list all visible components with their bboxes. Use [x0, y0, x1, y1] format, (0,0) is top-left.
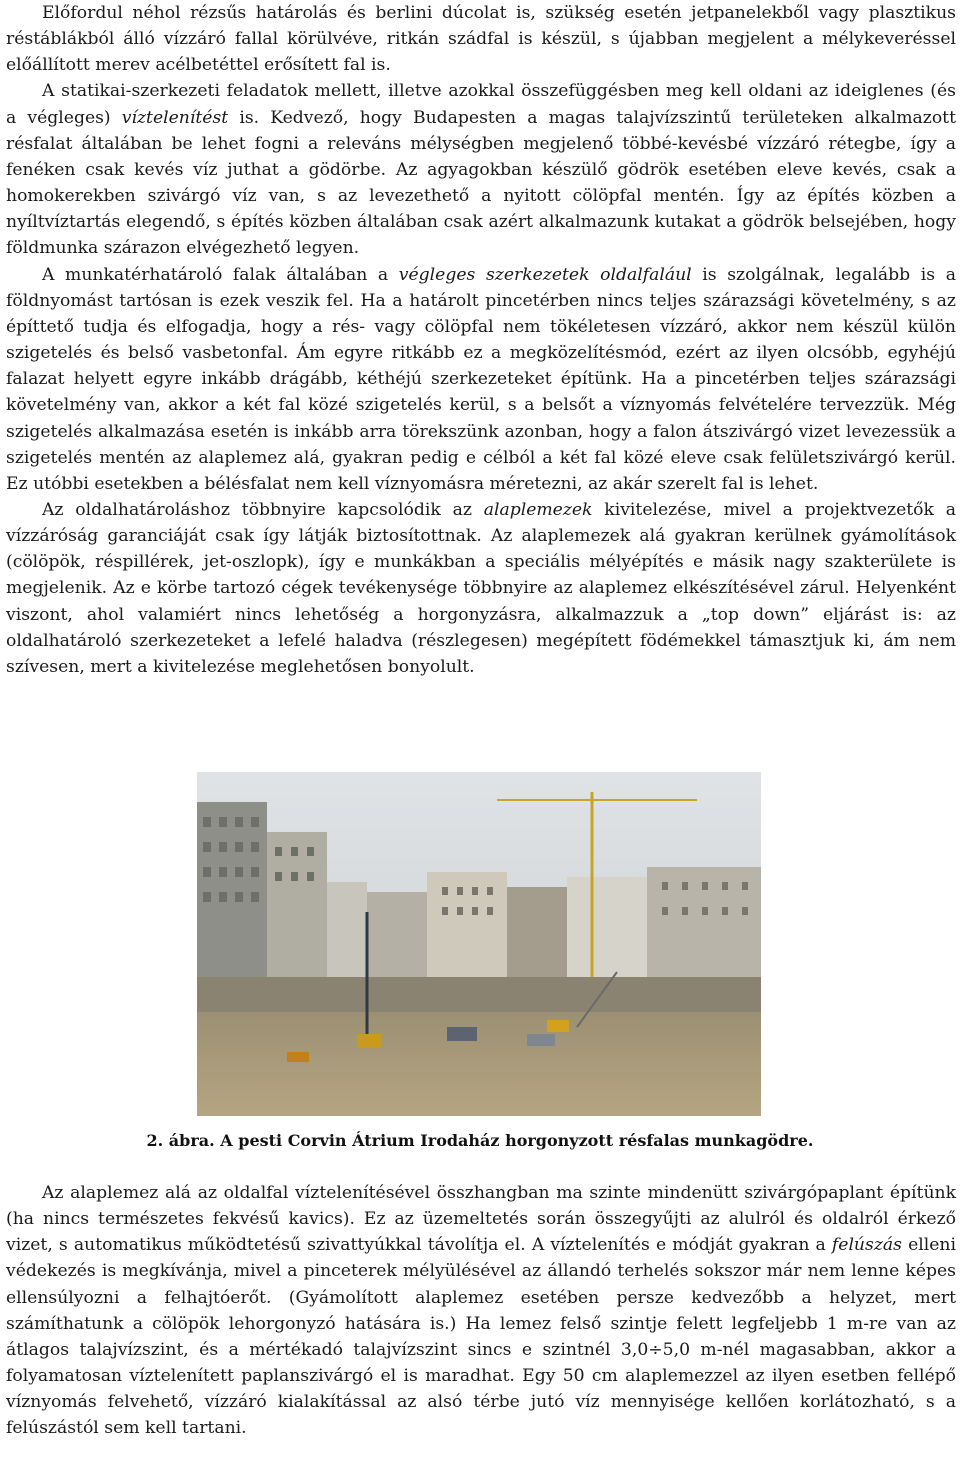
document-body-lower — [6, 1180, 956, 1442]
paragraph-1-text: Előfordul néhol rézsűs határolás és berlini dúcolat is, szükség esetén jetpanelekből vagy plasztikus réstáblákból álló vízzáró fallal körülvéve, ritkán szádfal is készül, s újabban megjelent a mélykeveréssel előállított merev acélbetéttel erősített fal is. — [6, 3, 956, 76]
paragraph-5 — [6, 1180, 956, 1442]
paragraph-5-text-a: Az alaplemez alá az oldalfal víztelenítésével összhangban ma szinte mindenütt szivárgópaplant építünk (ha nincs természetes fekvésű kavics). Ez az üzemeltetés során összegyűjti az alulról és oldalról érkező vizet, s automatikus működtetésű szivattyúkkal távolítja el. A víztelenítés e módját gyakran a — [6, 1183, 956, 1256]
document-body — [6, 0, 956, 680]
paragraph-2-text-a: A statikai-szerkezeti feladatok mellett, illetve azokkal összefüggésben meg kell oldani az ideiglenes (és a végleges) — [6, 81, 956, 128]
paragraph-5-text-b: elleni védekezés is megkívánja, mivel a pinceterek mélyülésével az állandó terhelés sokszor már nem lenne képes ellensúlyozni a felhajtóerőt. (Gyámolított alaplemez esetében persze kedvezőbb a helyzet, mert számíthatunk a cölöpök lehorgonyzó hatására is.) Ha lemez felső szintje felett legfeljebb 1 m-re van az átlagos talajvízszint, és a mértékadó talajvízszint sincs e szintnél 3,0÷5,0 m-nél magasabban, akkor a folyamatosan víztelenített paplanszivárgó el is maradhat. Egy 50 cm alaplemezzel az ilyen esetben fellépő víznyomás felvehető, vízzáró kialakítással az alsó térbe jutó víz mennyisége kellően korlátozható, s a felúszástól sem kell tartani. — [6, 1235, 956, 1439]
construction-site-illustration — [197, 772, 761, 1116]
paragraph-2 — [6, 78, 956, 261]
paragraph-2-emphasis: víztelenítést — [121, 107, 229, 128]
paragraph-4-text-b: kivitelezése, mivel a projektvezetők a vízzáróság garanciáját csak így látják biztosítottnak. Az alaplemezek alá gyakran kerülnek gyámolítások (cölöpök, réspillérek, jet-oszlopk), így e munkákban a speciális mélyépítés e másik nagy szakterülete is megjelenik. Az e körbe tartozó cégek tevékenysége többnyire az alaplemez elkészítésével zárul. Helyenként viszont, ahol valamiért nincs lehetőség a horgonyzásra, alkalmazzuk a „top down” eljárást is: az oldalhatároló szerkezeteket a lefelé haladva (részlegesen) megépített födémekkel támasztjuk ki, ám nem szívesen, mert a kivitelezése meglehetősen bonyolult. — [6, 499, 956, 677]
figure-caption: 2. ábra. A pesti Corvin Átrium Irodaház horgonyzott résfalas munkagödre. — [146, 1131, 814, 1150]
construction-site-photo — [197, 772, 761, 1116]
paragraph-1 — [6, 0, 956, 78]
paragraph-3 — [6, 262, 956, 497]
paragraph-5-emphasis: felúszás — [831, 1235, 902, 1256]
paragraph-3-emphasis: végleges szerkezetek oldalfalául — [398, 264, 692, 285]
paragraph-3-text-b: is szolgálnak, legalább is a földnyomást tartósan is ezek veszik fel. Ha a határolt pincetérben nincs teljes szárazsági követelmény, s az építtető tudja és elfogadja, hogy a rés- vagy cölöpfal nem tökéletesen vízzáró, akkor nem készül külön szigetelés és belső vasbetonfal. Ám egyre ritkább ez a megközelítésmód, ezért az ilyen olcsóbb, egyhéjú falazat helyett egyre inkább drágább, kéthéjú szerkezeteket építünk. Ha a pincetérben teljes szárazsági követelmény van, akkor a két fal közé szigetelés kerül, s a belsőt a víznyomás felvételére tervezzük. Még szigetelés alkalmazása esetén is inkább arra törekszünk azonban, hogy a falon átszivárgó vizet levezessük a szigetelés mentén az alaplemez alá, gyakran pedig e célból a két fal közé eleve csak felületszivárgó kerül. Ez utóbbi esetekben a bélésfalat nem kell víznyomásra méretezni, az akár szerelt fal is lehet. — [6, 264, 956, 494]
paragraph-3-text-a: A munkatérhatároló falak általában a — [42, 264, 399, 285]
paragraph-4-emphasis: alaplemezek — [483, 499, 593, 520]
paragraph-4 — [6, 497, 956, 680]
paragraph-2-text-b: is. Kedvező, hogy Budapesten a magas talajvízszintű területeken alkalmazott résfalat általában be lehet fogni a releváns mélységben megjelenő többé-kevésbé vízzáró rétegbe, így a fenéken csak kevés víz juthat a gödörbe. Az agyagokban készülő gödrök esetében eleve kevés, csak a homokerekben szivárgó víz van, s az levezethető a nyitott cölöpfal mentén. Így az építés közben a nyíltvíztartás elegendő, s építés közben általában csak azért alkalmazunk kutakat a gödrök belsejében, hogy földmunka szárazon elvégezhető legyen. — [6, 107, 956, 259]
paragraph-4-text-a: Az oldalhatároláshoz többnyire kapcsolódik az — [42, 499, 484, 520]
